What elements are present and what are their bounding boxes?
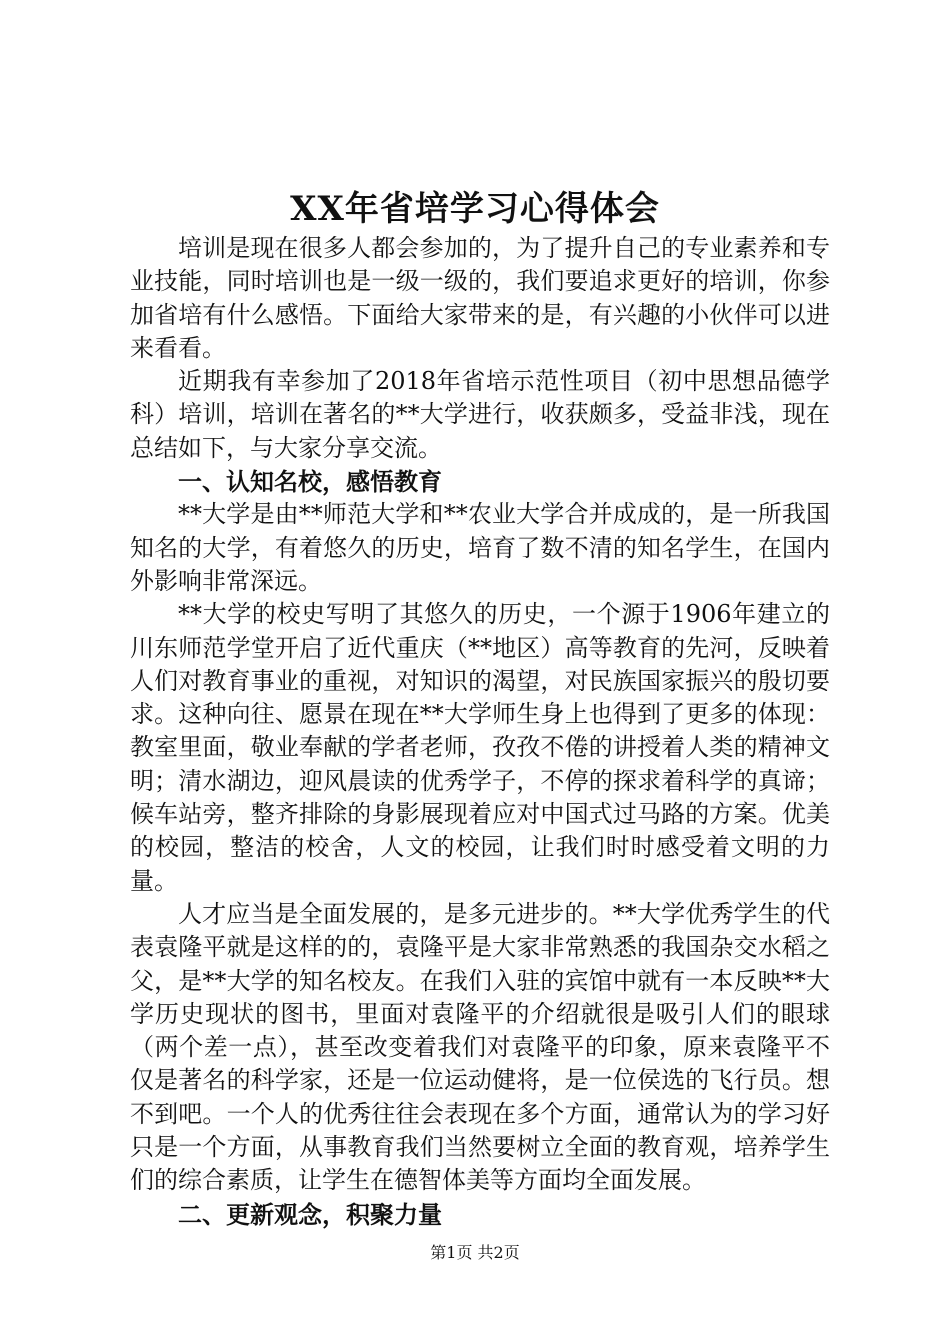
- talent-paragraph: 人才应当是全面发展的，是多元进步的。**大学优秀学生的代表袁隆平就是这样的的，袁隆平是大家非常熟悉的我国杂交水稻之父，是**大学的知名校友。在我们入驻的宾馆中就有一本反映**大学历史现状的图书，里面对袁隆平的介绍就很是吸引人们的眼球（两个差一点），甚至改变着我们对袁隆平的印象，原来袁隆平不仅是著名的科学家，还是一位运动健将，是一位侯选的飞行员。想不到吧。一个人的优秀往往会表现在多个方面，通常认为的学习好只是一个方面，从事教育我们当然要树立全面的教育观，培养学生们的综合素质，让学生在德智体美等方面均全面发展。: [130, 899, 830, 1195]
- document-title: XX年省培学习心得体会: [290, 189, 660, 229]
- document-body: [130, 232, 830, 1231]
- history-paragraph: **大学的校史写明了其悠久的历史，一个源于1906年建立的川东师范学堂开启了近代重庆（**地区）高等教育的先河，反映着人们对教育事业的重视，对知识的渴望，对民族国家振兴的殷切要求。这种向往、愿景在现在**大学师生身上也得到了更多的体现：教室里面，敬业奉献的学者老师，孜孜不倦的讲授着人类的精神文明；清水湖边，迎风晨读的优秀学子，不停的探求着科学的真谛；候车站旁，整齐排除的身影展现着应对中国式过马路的方案。优美的校园，整洁的校舍，人文的校园，让我们时时感受着文明的力量。: [130, 600, 830, 895]
- page-number-footer: 第1页 共2页: [430, 1243, 520, 1262]
- intro-paragraph: 培训是现在很多人都会参加的，为了提升自己的专业素养和专业技能，同时培训也是一级一级的，我们要追求更好的培训，你参加省培有什么感悟。下面给大家带来的是，有兴趣的小伙伴可以进来看看。: [130, 234, 830, 362]
- section-heading-2: 二、更新观念，积聚力量: [178, 1199, 442, 1229]
- university-paragraph: **大学是由**师范大学和**农业大学合并成成的，是一所我国知名的大学，有着悠久的历史，培育了数不清的知名学生，在国内外影响非常深远。: [130, 500, 830, 595]
- summary-paragraph: 近期我有幸参加了2018年省培示范性项目（初中思想品德学科）培训，培训在著名的**大学进行，收获颇多，受益非浅，现在总结如下，与大家分享交流。: [130, 367, 830, 462]
- section-heading-1: 一、认知名校，感悟教育: [178, 467, 442, 497]
